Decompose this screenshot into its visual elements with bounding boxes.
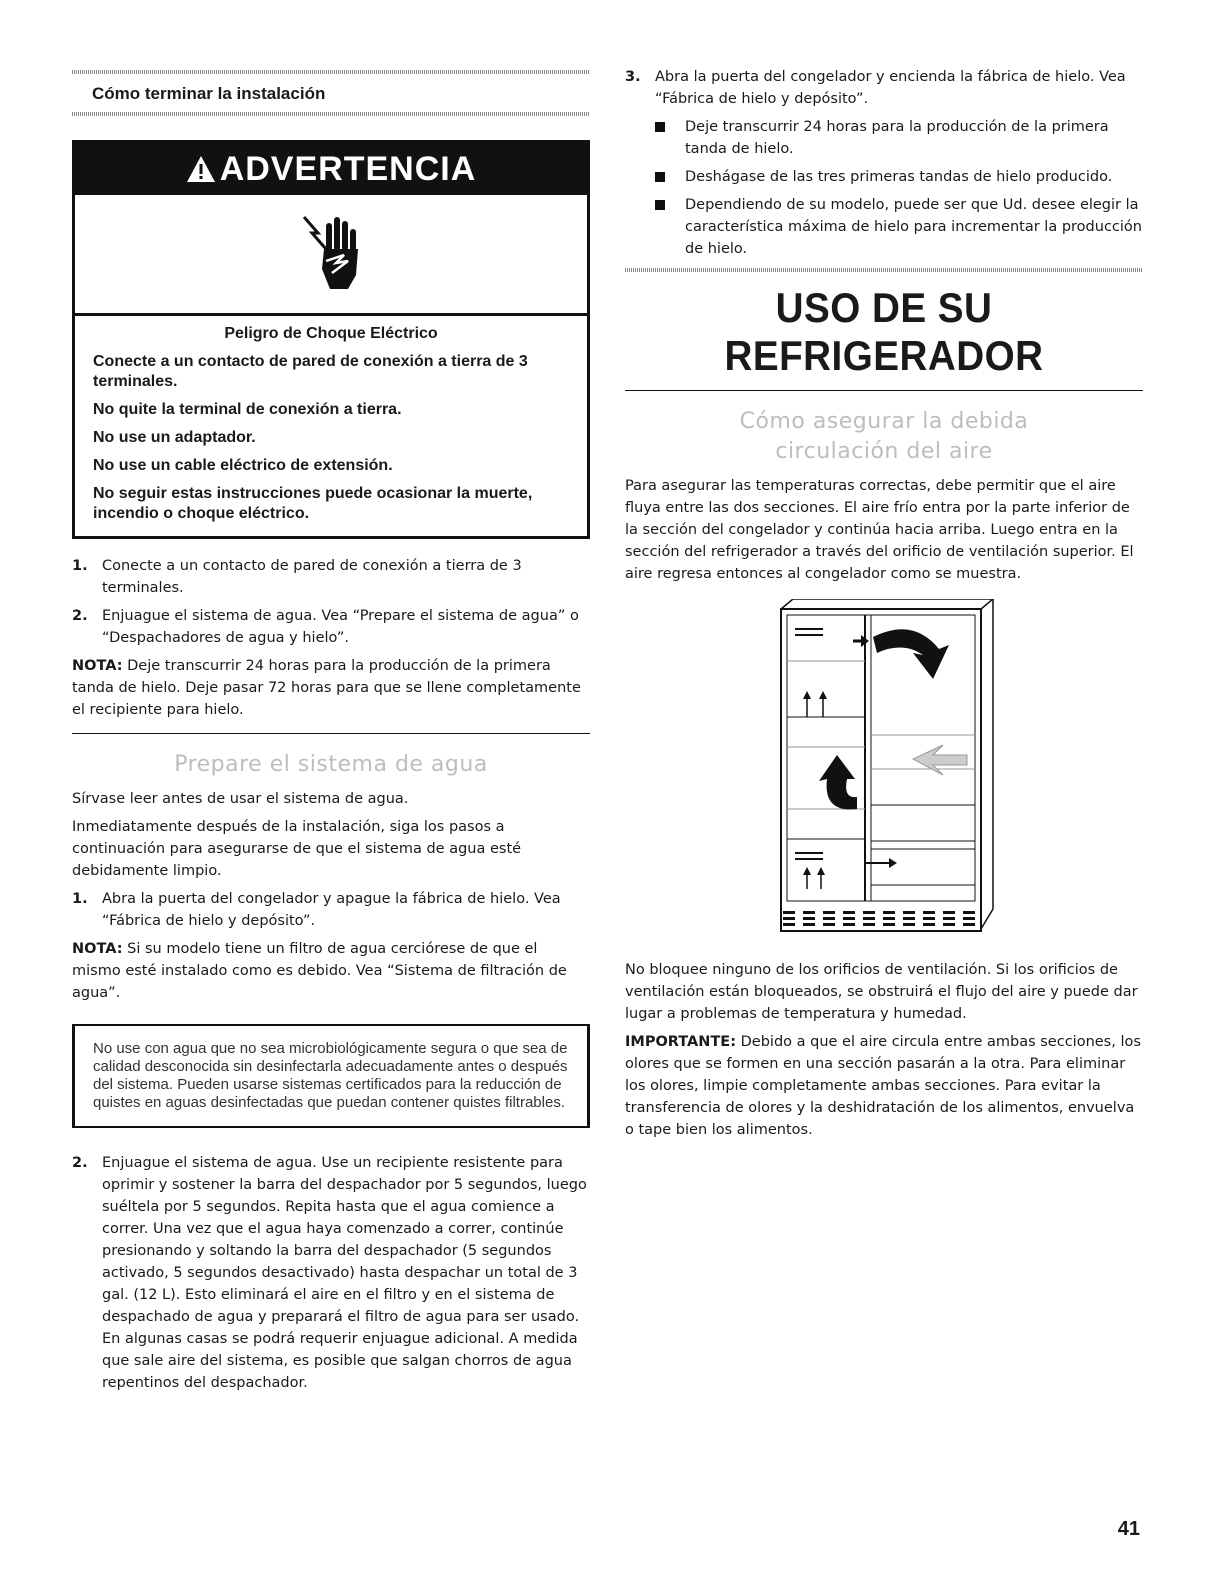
warning-box (72, 140, 590, 539)
bullet-text: Dependiendo de su modelo, puede ser que Ud. desee elegir la característica máxima de hielo para incrementar la producción de hielo. (685, 197, 1142, 257)
step-number: 2. (72, 608, 88, 624)
list-item (72, 555, 590, 599)
note-text: Si su modelo tiene un filtro de agua cerciórese de que el mismo esté instalado como es debido. Vea “Sistema de filtración de agua”. (72, 941, 567, 1001)
page-title: USO DE SU REFRIGERADOR (724, 284, 1044, 379)
divider (72, 112, 590, 116)
caution-box: No use con agua que no sea microbiológicamente segura o que sea de calidad desconocida sin desinfectarla adecuadamente antes o después del sistema. Pueden usarse sistemas certificados para la reducción de quistes en aguas desinfectadas que puedan contener quistes filtrables. (72, 1024, 590, 1128)
divider (625, 390, 1143, 391)
subheading (625, 407, 1143, 467)
page-number: 41 (1117, 1518, 1140, 1540)
airflow-paragraph (625, 475, 1143, 585)
note-text: Deje transcurrir 24 horas para la producción de la primera tanda de hielo. Deje pasar 72 horas para que se llene completamente el recipiente para hielo. (72, 658, 581, 718)
step-text: Abra la puerta del congelador y apague la fábrica de hielo. Vea “Fábrica de hielo y depósito”. (102, 891, 561, 929)
paragraph: Sírvase leer antes de usar el sistema de agua. (72, 791, 409, 807)
list-item (655, 166, 1143, 188)
flush-step (72, 1152, 590, 1394)
subheading: Prepare el sistema de agua (174, 752, 488, 777)
step-text: Enjuague el sistema de agua. Use un recipiente resistente para oprimir y sostener la barra del despachador por 5 segundos, luego suéltela por 5 segundos. Repita hasta que el agua comience a correr. Una vez que el agua haya comenzado a correr, continúe presionando y soltando la barra del despachador (5 segundos activado, 5 segundos desactivado) hasta despachar un total de 3 gal. (12 L). Esto eliminará el aire en el filtro y en el sistema de despachado de agua y preparará el filtro de agua para ser usado. En algunas casas se podrá requerir enjuague adicional. A medida que sale aire del sistema, es posible que salgan chorros de agua repentinos del despachador. (102, 1155, 587, 1391)
water-system-section (72, 788, 590, 1004)
warning-line: No use un cable eléctrico de extensión. (93, 457, 393, 474)
step-number: 1. (72, 891, 88, 907)
divider (72, 733, 590, 734)
ice-maker-step (625, 66, 1143, 260)
warning-line: Conecte a un contacto de pared de conexión a tierra de 3 terminales. (93, 353, 528, 390)
important-label: IMPORTANTE: (625, 1034, 737, 1050)
warning-line: No use un adaptador. (93, 429, 256, 446)
list-item (655, 116, 1143, 160)
vent-paragraphs (625, 959, 1143, 1141)
paragraph: Inmediatamente después de la instalación, siga los pasos a continuación para asegurarse de que el sistema de agua esté debidamente limpio. (72, 819, 522, 879)
important-text: Debido a que el aire circula entre ambas secciones, los olores que se formen en una sección pasarán a la otra. Para eliminar los olores, limpie completamente ambas secciones. Para evitar la transferencia de olores y la deshidratación de los alimentos, envuelva o tape bien los alimentos. (625, 1034, 1141, 1138)
electric-shock-hand-icon (296, 209, 366, 299)
warning-header-text: ADVERTENCIA (219, 150, 477, 188)
subheading-line: Cómo asegurar la debida (739, 409, 1029, 434)
step-number: 1. (72, 558, 88, 574)
bullet-icon (655, 172, 665, 182)
refrigerator-airflow-diagram (773, 599, 995, 939)
step-text: Abra la puerta del congelador y encienda la fábrica de hielo. Vea “Fábrica de hielo y depósito”. (655, 69, 1126, 107)
install-steps (72, 555, 590, 721)
paragraph: Para asegurar las temperaturas correctas, debe permitir que el aire fluya entre las dos secciones. El aire frío entra por la parte inferior de la sección del congelador y continúa hacia arriba. Luego entra en la sección del refrigerador a través del orificio de ventilación superior. El aire regresa entonces al congelador como se muestra. (625, 478, 1134, 582)
list-item (72, 605, 590, 649)
bullet-icon (655, 122, 665, 132)
subheading-line: circulación del aire (775, 439, 993, 464)
section-title: Cómo terminar la instalación (92, 84, 326, 103)
important-paragraph (625, 1031, 1143, 1141)
warning-header (75, 143, 587, 195)
list-item (72, 888, 590, 932)
airflow-diagram (773, 599, 1143, 943)
list-item (655, 194, 1143, 260)
warning-line: No quite la terminal de conexión a tierra. (93, 401, 402, 418)
left-column (72, 70, 590, 1400)
bullet-icon (655, 200, 665, 210)
bullet-list (655, 116, 1143, 260)
warning-triangle-icon (186, 146, 216, 198)
paragraph: No bloquee ninguno de los orificios de ventilación. Si los orificios de ventilación están bloqueados, se obstruirá el flujo del aire y puede dar lugar a problemas de temperatura y humedad. (625, 962, 1138, 1022)
note-paragraph (72, 655, 590, 721)
step-number: 2. (72, 1155, 88, 1171)
warning-body (75, 316, 587, 536)
step-text: Conecte a un contacto de pared de conexión a tierra de 3 terminales. (102, 558, 522, 596)
warning-line: No seguir estas instrucciones puede ocasionar la muerte, incendio o choque eléctrico. (93, 485, 533, 522)
bullet-text: Deshágase de las tres primeras tandas de hielo producido. (685, 169, 1113, 185)
step-number: 3. (625, 69, 641, 85)
warning-line: Peligro de Choque Eléctrico (224, 325, 438, 342)
bullet-text: Deje transcurrir 24 horas para la producción de la primera tanda de hielo. (685, 119, 1109, 157)
list-item (625, 66, 1143, 110)
note-paragraph (72, 938, 590, 1004)
warning-icon-area (75, 195, 587, 316)
step-text: Enjuague el sistema de agua. Vea “Prepare el sistema de agua” o “Despachadores de agua y hielo”. (102, 608, 579, 646)
list-item (72, 1152, 590, 1394)
note-label: NOTA: (72, 658, 123, 674)
note-label: NOTA: (72, 941, 123, 957)
right-column (625, 66, 1143, 1147)
